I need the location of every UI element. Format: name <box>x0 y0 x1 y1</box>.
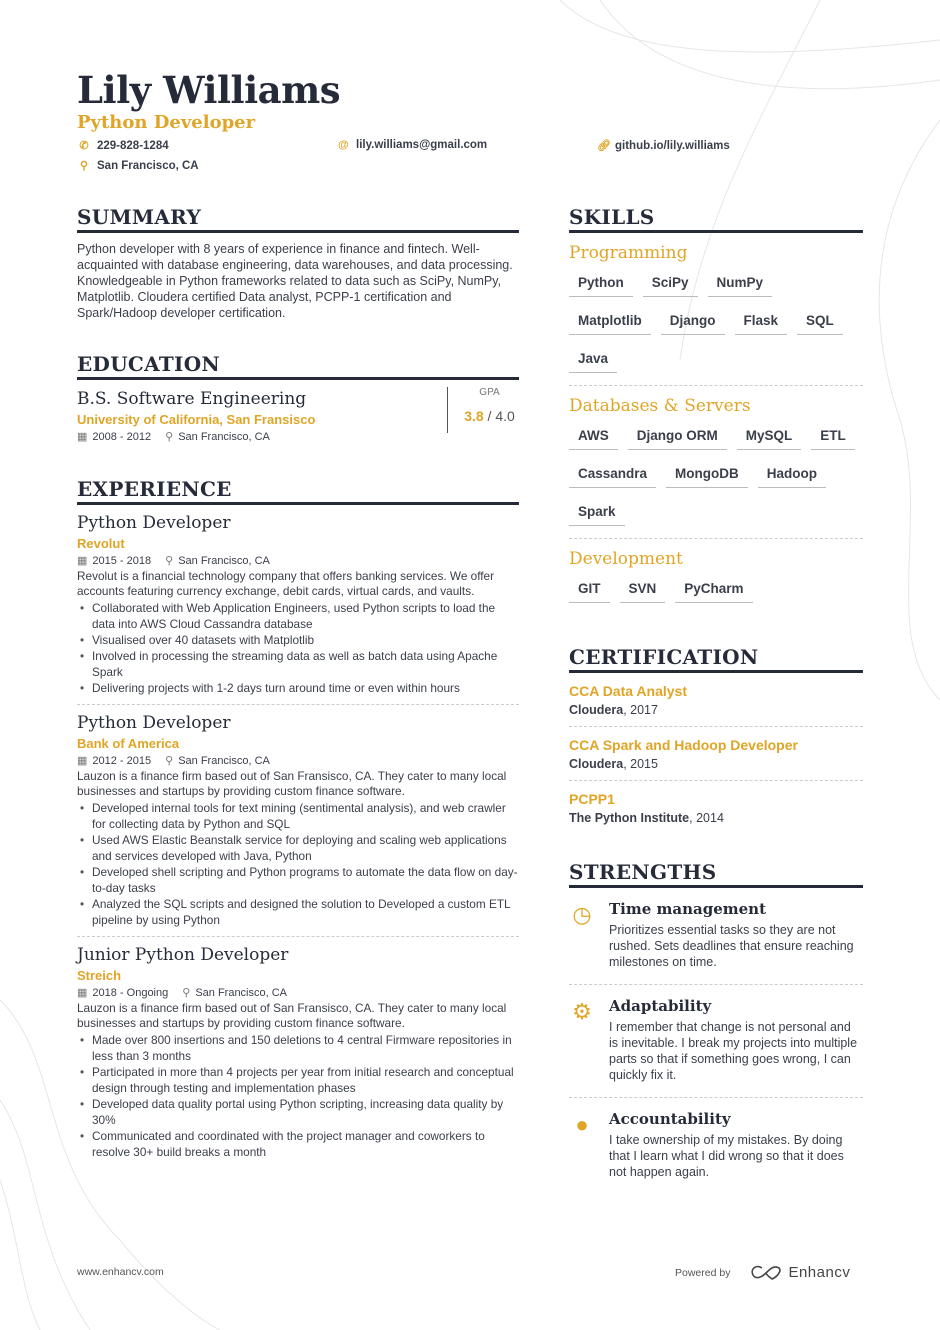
calendar-icon: ▦ <box>77 555 88 567</box>
strength-name: Adaptability <box>609 997 712 1015</box>
email[interactable] <box>338 139 487 151</box>
skill-tag: ETL <box>811 428 855 450</box>
left-column <box>77 205 519 1176</box>
skill-tag: Flask <box>735 313 788 335</box>
skill-tag: Cassandra <box>569 466 656 488</box>
job-description: Revolut is a financial technology company that offers banking services. We offer accounts featuring currency exchange, debit cards, virtual cards, and vaults. <box>77 569 495 598</box>
phone-icon: ✆ <box>79 140 89 152</box>
strengths-section <box>569 860 863 1194</box>
dates: 2008 - 2012 <box>92 431 152 443</box>
location: San Francisco, CA <box>178 555 270 567</box>
job-entry <box>77 713 519 937</box>
skill-tag: PyCharm <box>675 581 752 603</box>
bullet-item: • Made over 800 insertions and 150 deletions to 4 central Firmware repositories in less than 3 months <box>77 1032 519 1064</box>
gpa-max: / 4.0 <box>487 408 515 424</box>
powered-by[interactable] <box>675 1264 850 1281</box>
year: , 2015 <box>623 757 658 771</box>
job-title: Python Developer <box>77 713 231 733</box>
job-title: Junior Python Developer <box>77 945 289 965</box>
skill-group <box>569 396 863 539</box>
certification-item <box>569 727 863 781</box>
company: Revolut <box>77 536 125 551</box>
job-entry <box>77 945 519 1168</box>
link-icon: 🔗︎ <box>597 140 611 152</box>
candidate-name: Lily Williams <box>77 68 341 112</box>
strength-description: I take ownership of my mistakes. By doing that I learn what I did wrong so that it does not happen again. <box>609 1133 844 1179</box>
year: , 2017 <box>623 703 658 717</box>
skill-group <box>569 243 863 386</box>
dates: 2015 - 2018 <box>92 555 152 567</box>
skill-tag: MySQL <box>737 428 802 450</box>
skills-section <box>569 205 863 615</box>
skill-tag: GIT <box>569 581 610 603</box>
bullet-item: • Used AWS Elastic Beanstalk service for deploying and scaling web applications and services developed with Java, Python <box>77 832 519 864</box>
skill-tag: MongoDB <box>666 466 748 488</box>
job-title: Python Developer <box>77 513 231 533</box>
job-entry <box>77 513 519 705</box>
location-pin-icon: ⚲ <box>79 160 89 172</box>
email-link[interactable]: lily.williams@gmail.com <box>356 139 488 151</box>
skill-tag: Hadoop <box>758 466 826 488</box>
bullet-item: • Developed data quality portal using Python scripting, increasing data quality by 30% <box>77 1096 519 1128</box>
job-description: Lauzon is a finance firm based out of San Fransisco, CA. They cater to many local businesses and startups by providing custom finance software. <box>77 1001 507 1030</box>
clock-icon: ◷ <box>572 902 592 927</box>
bullet-item: • Developed shell scripting and Python programs to automate the data flow on day-to-day tasks <box>77 864 519 896</box>
certification-section <box>569 645 863 834</box>
bullet-item: • Communicated and coordinated with the project manager and coworkers to resolve 30+ build breaks a month <box>77 1128 519 1160</box>
bullet-item: • Delivering projects with 1-2 days turn around time or even within hours <box>77 680 519 696</box>
skill-tag: SQL <box>797 313 843 335</box>
skill-tag: Matplotlib <box>569 313 651 335</box>
certification-item <box>569 781 863 834</box>
section-title: EDUCATION <box>77 352 519 380</box>
head-icon: ● <box>575 1112 589 1137</box>
strength-description: I remember that change is not personal and is inevitable. I break my projects into multiple parts so that if something goes wrong, I can quickly fix it. <box>609 1020 858 1082</box>
year: , 2014 <box>689 811 724 825</box>
skill-group <box>569 549 863 615</box>
calendar-icon: ▦ <box>77 431 88 443</box>
location: San Francisco, CA <box>195 987 288 999</box>
section-title: SKILLS <box>569 205 863 233</box>
bullet-list <box>77 800 519 928</box>
bullet-item: • Collaborated with Web Application Engineers, used Python scripts to load the data into AWS Cloud Cassandra database <box>77 600 519 632</box>
location-pin-icon: ⚲ <box>165 555 174 567</box>
strength-description: Prioritizes essential tasks so they are not rushed. Sets deadlines that ensure reaching milestones on time. <box>609 923 854 969</box>
issuer: Cloudera <box>569 757 624 771</box>
bullet-item: • Analyzed the SQL scripts and designed the solution to Developed a custom ETL pipeline by using Python <box>77 896 519 928</box>
skill-tag: SciPy <box>643 275 698 297</box>
strength-item <box>569 1098 863 1194</box>
job-description: Lauzon is a finance firm based out of San Fransisco, CA. They cater to many local businesses and startups by providing custom finance software. <box>77 769 507 798</box>
skill-tag: NumPy <box>708 275 773 297</box>
location <box>79 159 199 172</box>
skill-group-title: Development <box>569 549 683 569</box>
certification-name: CCA Data Analyst <box>569 683 687 699</box>
certification-name: CCA Spark and Hadoop Developer <box>569 737 798 753</box>
certification-name: PCPP1 <box>569 791 615 807</box>
strength-name: Accountability <box>609 1110 731 1128</box>
gpa-label: GPA <box>479 387 500 398</box>
bullet-item: • Visualised over 40 datasets with Matplotlib <box>77 632 519 648</box>
bullet-item: • Participated in more than 4 projects per year from initial research and conceptual design through testing and implementation phases <box>77 1064 519 1096</box>
phone-text: 229-828-1284 <box>97 139 169 152</box>
right-column <box>569 205 863 1194</box>
location-text: San Francisco, CA <box>97 159 199 172</box>
school: University of California, San Fransisco <box>77 412 316 427</box>
skill-group-title: Programming <box>569 243 688 263</box>
degree: B.S. Software Engineering <box>77 389 307 409</box>
skill-tag: Django ORM <box>628 428 727 450</box>
section-title: SUMMARY <box>77 205 519 233</box>
location-pin-icon: ⚲ <box>182 987 191 999</box>
website[interactable] <box>597 139 730 152</box>
issuer: Cloudera <box>569 703 624 717</box>
candidate-role: Python Developer <box>77 112 256 133</box>
skill-tag: SVN <box>620 581 666 603</box>
strength-name: Time management <box>609 900 766 918</box>
dates: 2012 - 2015 <box>92 755 152 767</box>
skill-group-title: Databases & Servers <box>569 396 751 416</box>
at-icon: @ <box>338 139 349 151</box>
summary-text: Python developer with 8 years of experience in finance and fintech. Well-acquainted with database engineering, data warehouses, and data processing. Knowledgeable in Python frameworks related to data such as SciPy, NumPy, Matplotlib. Cloudera certified Data analyst, PCPP-1 certification and Spark/Hadoop developer certification. <box>77 242 513 320</box>
company: Streich <box>77 968 122 983</box>
location: San Francisco, CA <box>178 431 270 443</box>
enhancv-brand: Enhancv <box>788 1264 851 1281</box>
experience-section <box>77 477 519 1168</box>
summary-section <box>77 205 519 321</box>
calendar-icon: ▦ <box>77 987 88 999</box>
bullet-item: • Developed internal tools for text mining (sentimental analysis), and web crawler for collecting data by Python and SQL <box>77 800 519 832</box>
calendar-icon: ▦ <box>77 755 88 767</box>
location-pin-icon: ⚲ <box>165 755 174 767</box>
bullet-list <box>77 1032 519 1160</box>
skill-tag: Python <box>569 275 633 297</box>
dates: 2018 - Ongoing <box>92 987 169 999</box>
issuer: The Python Institute <box>569 811 690 825</box>
website-footer[interactable]: www.enhancv.com <box>77 1266 164 1278</box>
section-title: EXPERIENCE <box>77 477 519 505</box>
bullet-list <box>77 600 519 696</box>
powered-by-label: Powered by <box>675 1266 731 1279</box>
strength-item <box>569 888 863 985</box>
location: San Francisco, CA <box>178 755 270 767</box>
phone <box>79 139 169 152</box>
github-link[interactable]: github.io/lily.williams <box>615 139 730 152</box>
bullet-item: • Involved in processing the streaming data as well as batch data using Apache Spark <box>77 648 519 680</box>
section-title: STRENGTHS <box>569 860 863 888</box>
gpa-box <box>447 387 519 433</box>
gears-icon: ⚙ <box>572 999 592 1024</box>
enhancv-logo-icon <box>750 1265 782 1281</box>
location-pin-icon: ⚲ <box>165 431 174 443</box>
skill-tag: Spark <box>569 504 625 526</box>
section-title: CERTIFICATION <box>569 645 863 673</box>
strength-item <box>569 985 863 1098</box>
skill-tag: Django <box>661 313 725 335</box>
education-section <box>77 352 519 443</box>
company: Bank of America <box>77 736 180 751</box>
gpa-value: 3.8 <box>464 408 484 424</box>
skill-tag: AWS <box>569 428 618 450</box>
skill-tag: Java <box>569 351 617 373</box>
certification-item <box>569 673 863 727</box>
